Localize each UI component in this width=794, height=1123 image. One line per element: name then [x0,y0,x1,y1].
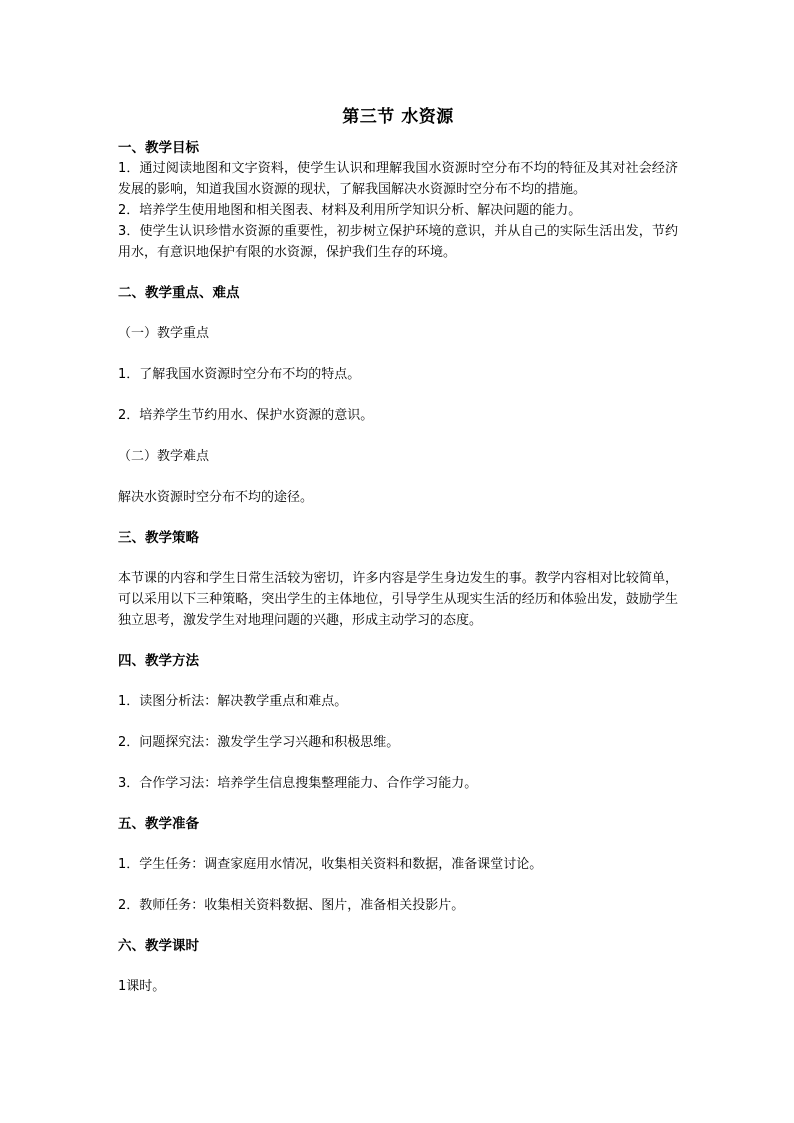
key-point-item: 1．了解我国水资源时空分布不均的特点。 [118,367,361,382]
preparation-item: 2．教师任务：收集相关资料数据、图片，准备相关投影片。 [118,898,465,913]
objective-item: 1．通过阅读地图和文字资料，使学生认识和理解我国水资源时空分布不均的特征及其对社会经济发展的影响，知道我国水资源的现状，了解我国解决水资源时空分布不均的措施。 [118,161,678,197]
section-heading-preparation: 五、教学准备 [118,816,199,832]
class-hours-text: 1课时。 [118,979,166,994]
section-heading-class-hours: 六、教学课时 [118,938,199,954]
document-body [118,104,678,997]
page-title: 第三节 水资源 [342,107,454,127]
method-item: 1．读图分析法：解决教学重点和难点。 [118,694,348,709]
section-heading-key-points: 二、教学重点、难点 [118,285,240,301]
method-item: 3．合作学习法：培养学生信息搜集整理能力、合作学习能力。 [118,776,478,791]
preparation-item: 1．学生任务：调查家庭用水情况，收集相关资料和数据，准备课堂讨论。 [118,857,543,872]
subheading-key-points: （一）教学重点 [118,326,210,341]
subheading-difficulties: （二）教学难点 [118,449,210,464]
section-heading-objectives: 一、教学目标 [118,140,199,156]
section-heading-strategy: 三、教学策略 [118,530,199,546]
method-item: 2．问题探究法：激发学生学习兴趣和积极思维。 [118,735,400,750]
key-point-item: 2．培养学生节约用水、保护水资源的意识。 [118,408,374,423]
section-heading-methods: 四、教学方法 [118,653,199,669]
strategy-text: 本节课的内容和学生日常生活较为密切，许多内容是学生身边发生的事。教学内容相对比较简单，可以采用以下三种策略，突出学生的主体地位，引导学生从现实生活的经历和体验出发，鼓励学生独立思考，激发学生对地理问题的兴趣，形成主动学习的态度。 [118,571,678,628]
difficulty-text: 解决水资源时空分布不均的途径。 [118,490,314,505]
objective-item: 2．培养学生使用地图和相关图表、材料及利用所学知识分析、解决问题的能力。 [118,203,582,218]
objective-item: 3．使学生认识珍惜水资源的重要性，初步树立保护环境的意识，并从自己的实际生活出发，节约用水，有意识地保护有限的水资源，保护我们生存的环境。 [118,224,678,260]
